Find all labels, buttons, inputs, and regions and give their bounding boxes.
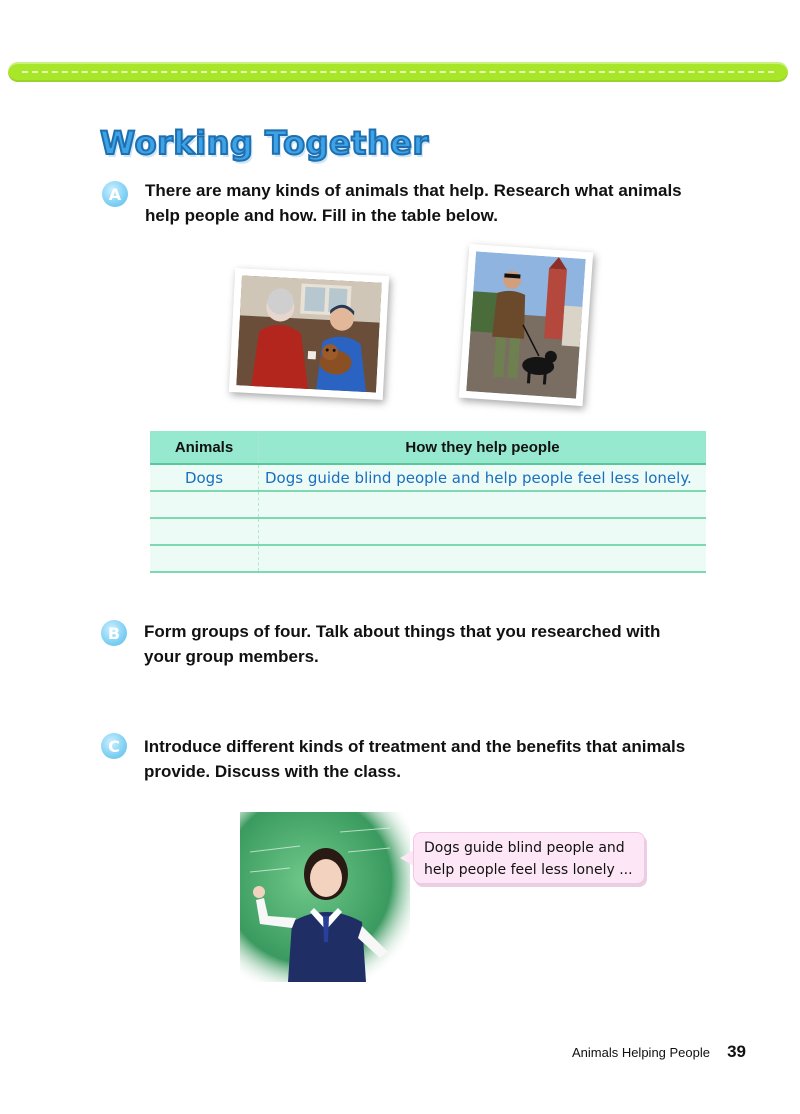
instruction-line: Introduce different kinds of treatment and the benefits that animals	[144, 737, 686, 756]
speech-bubble-tail	[400, 850, 414, 866]
photo-elderly-woman-with-dog	[229, 268, 389, 400]
table-cell-animal[interactable]	[150, 545, 259, 572]
instruction-line: your group members.	[144, 647, 319, 666]
section-a-instruction	[145, 178, 682, 228]
instruction-line: help people and how. Fill in the table below.	[145, 206, 498, 225]
instruction-line: provide. Discuss with the class.	[144, 762, 401, 781]
table-row	[150, 545, 706, 572]
table-cell-help[interactable]: Dogs guide blind people and help people feel less lonely.	[259, 464, 707, 491]
section-a-badge: A	[102, 181, 128, 207]
table-cell-help[interactable]	[259, 491, 707, 518]
column-header-animals: Animals	[150, 431, 259, 464]
table-row	[150, 518, 706, 545]
speech-line: help people feel less lonely ...	[424, 862, 633, 878]
section-c-badge: C	[101, 733, 127, 759]
table-cell-animal[interactable]: Dogs	[150, 464, 259, 491]
instruction-line: There are many kinds of animals that help. Research what animals	[145, 181, 682, 200]
table-cell-help[interactable]	[259, 518, 707, 545]
speech-line: Dogs guide blind people and	[424, 840, 625, 856]
table-row	[150, 491, 706, 518]
speech-bubble	[413, 832, 645, 884]
top-decorative-band	[8, 62, 788, 82]
table-cell-animal[interactable]	[150, 491, 259, 518]
section-b-instruction	[144, 619, 660, 669]
column-header-how-they-help: How they help people	[259, 431, 707, 464]
footer-chapter-label: Animals Helping People	[571, 1045, 710, 1060]
section-b-badge: B	[101, 620, 127, 646]
instruction-line: Form groups of four. Talk about things that you researched with	[144, 622, 661, 641]
page-number: 39	[727, 1042, 746, 1061]
table-cell-help[interactable]	[259, 545, 707, 572]
table-row	[150, 464, 706, 491]
page-title: Working Together	[100, 124, 429, 162]
table-header-row	[150, 431, 706, 464]
section-c-instruction	[144, 734, 685, 784]
animals-table	[150, 431, 706, 573]
photo-man-with-guide-dog	[459, 244, 593, 406]
table-cell-animal[interactable]	[150, 518, 259, 545]
illustration-student-at-chalkboard	[240, 812, 410, 982]
